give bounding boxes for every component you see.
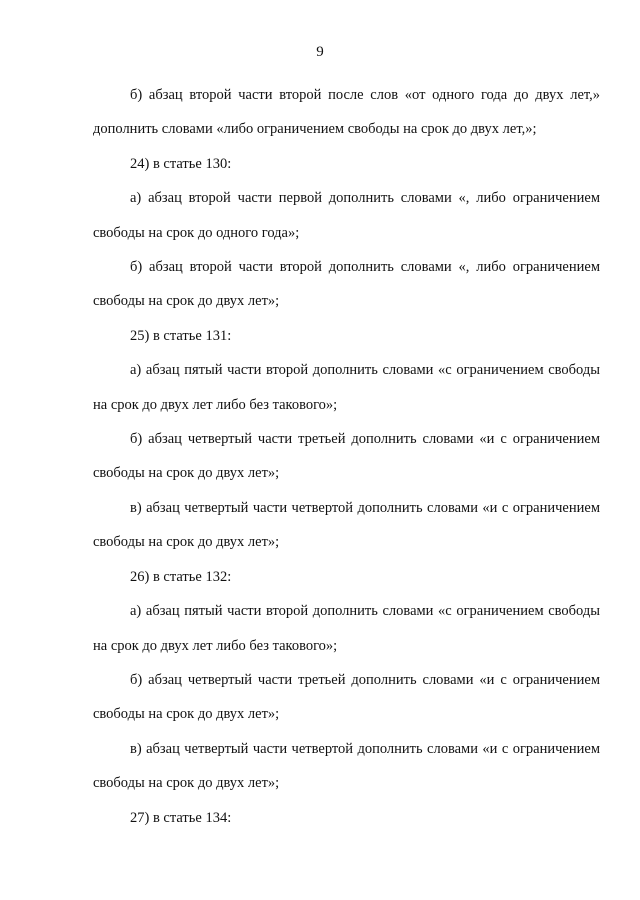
paragraph-132-b: б) абзац четвертый части третьей дополнить словами «и с ограничением свободы на срок до двух лет»;: [93, 671, 600, 723]
paragraph-item-26-article-132: 26) в статье 132:: [130, 568, 232, 585]
paragraph-131-a: а) абзац пятый части второй дополнить словами «с ограничением свободы на срок до двух лет либо без такового»;: [93, 362, 600, 413]
paragraph-132-a: а) абзац пятый части второй дополнить словами «с ограничением свободы на срок до двух лет либо без такового»;: [93, 603, 600, 654]
paragraph-131-b: б) абзац четвертый части третьей дополнить словами «и с ограничением свободы на срок до двух лет»;: [93, 431, 600, 482]
paragraph-130-b: б) абзац второй части второй дополнить словами «, либо ограничением свободы на срок до двух лет»;: [93, 259, 600, 310]
paragraph-131-v: в) абзац четвертый части четвертой дополнить словами «и с ограничением свободы на срок до двух лет»;: [93, 499, 600, 551]
document-body: [93, 78, 600, 835]
paragraph-item-25-article-131: 25) в статье 131:: [130, 327, 232, 344]
paragraph-amendment-b-second-part: б) абзац второй части второй после слов «от одного года до двух лет,» дополнить словами «либо ограничением свободы на срок до двух лет,»;: [93, 87, 600, 138]
paragraph-item-24-article-130: 24) в статье 130:: [130, 155, 232, 172]
paragraph-item-27-article-134: 27) в статье 134:: [130, 809, 232, 826]
paragraph-130-a: а) абзац второй части первой дополнить словами «, либо ограничением свободы на срок до одного года»;: [93, 190, 600, 241]
paragraph-132-v: в) абзац четвертый части четвертой дополнить словами «и с ограничением свободы на срок до двух лет»;: [93, 740, 600, 792]
page-number: 9: [316, 44, 324, 60]
